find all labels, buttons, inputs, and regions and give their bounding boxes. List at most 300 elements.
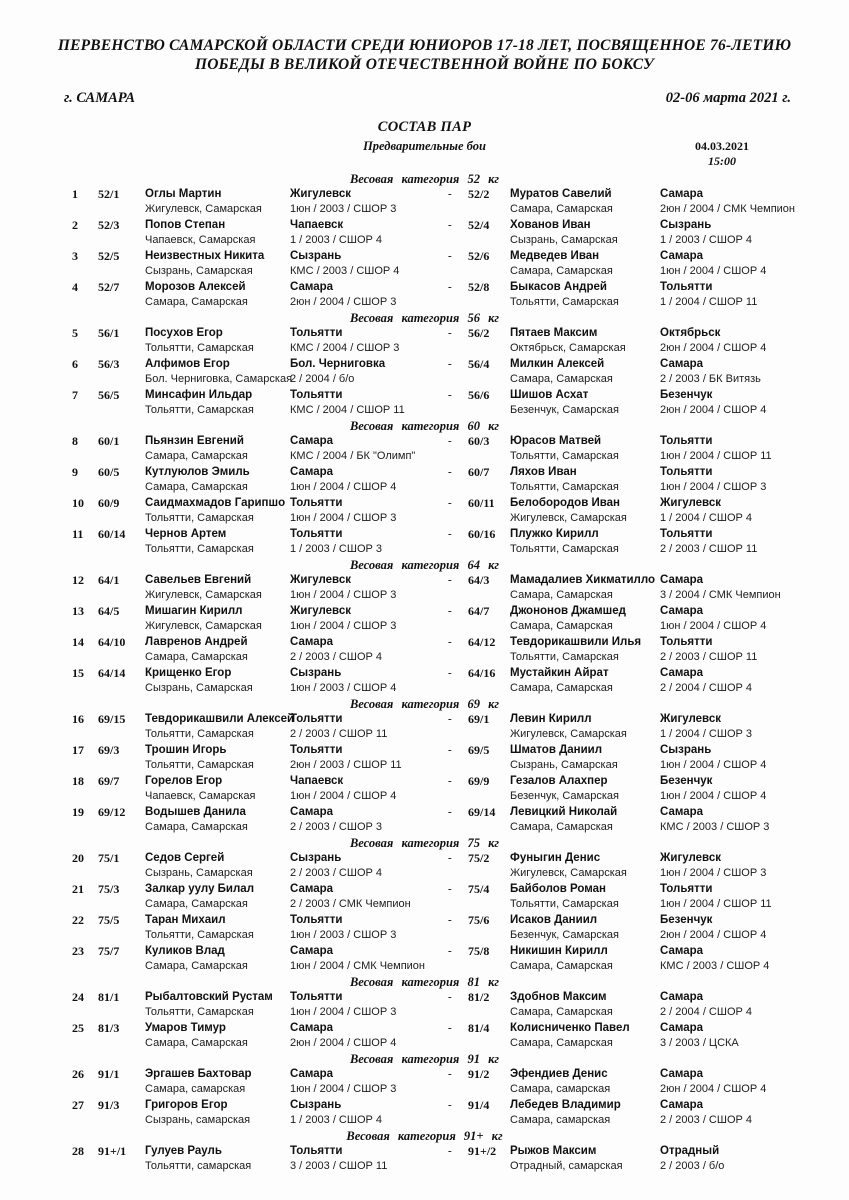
blue-corner-details	[660, 743, 849, 773]
red-corner-athlete	[145, 218, 290, 248]
red-corner-code: 91/1	[98, 1067, 120, 1081]
blue-corner-athlete	[510, 496, 660, 526]
blue-corner-code: 91+/2	[468, 1144, 497, 1158]
versus-separator: -	[448, 1145, 452, 1157]
blue-corner-details	[660, 434, 849, 464]
athlete-city: Самара	[290, 1022, 334, 1034]
athlete-name: Ляхов Иван	[510, 466, 577, 478]
athlete-region: Самара, самарская	[145, 1083, 246, 1095]
athlete-region: Жигулевск, Самарская	[510, 728, 627, 740]
athlete-name: Горелов Егор	[145, 775, 223, 787]
blue-corner-athlete	[510, 573, 660, 603]
event-dates: 02-06 марта 2021 г.	[665, 90, 791, 106]
athlete-name: Посухов Егор	[145, 327, 223, 339]
pair-number: 20	[72, 851, 84, 865]
red-corner-athlete	[145, 635, 290, 665]
red-corner-code: 91/3	[98, 1098, 120, 1112]
athlete-city: Сызрань	[290, 667, 342, 679]
red-corner-code: 81/1	[98, 990, 120, 1004]
athlete-city: Самара	[660, 945, 704, 957]
versus-separator: -	[448, 945, 452, 957]
athlete-city: Тольятти	[290, 991, 343, 1003]
red-corner-athlete	[145, 805, 290, 835]
pair-row	[0, 573, 849, 603]
pair-row	[0, 635, 849, 665]
blue-corner-athlete	[510, 527, 660, 557]
athlete-info: КМС / 2003 / СШОР 4	[290, 265, 400, 277]
red-corner-athlete	[145, 465, 290, 495]
athlete-name: Исаков Даниил	[510, 914, 598, 926]
athlete-region: Самара, Самарская	[510, 620, 613, 632]
blue-corner-athlete	[510, 743, 660, 773]
athlete-city: Бол. Черниговка	[290, 358, 386, 370]
athlete-city: Сызрань	[290, 852, 342, 864]
athlete-region: Самара, Самарская	[145, 651, 248, 663]
pair-number: 26	[72, 1067, 84, 1081]
athlete-name: Седов Сергей	[145, 852, 225, 864]
athlete-region: Тольятти, самарская	[145, 1160, 252, 1172]
pair-number: 22	[72, 913, 84, 927]
athlete-city: Тольятти	[660, 435, 713, 447]
pair-row	[0, 218, 849, 248]
athlete-city: Жигулевск	[290, 574, 351, 586]
red-corner-details	[290, 496, 448, 526]
versus-separator: -	[448, 466, 452, 478]
athlete-city: Самара	[660, 250, 704, 262]
versus-separator: -	[448, 991, 452, 1003]
athlete-region: Самара, Самарская	[145, 450, 248, 462]
blue-corner-details	[660, 774, 849, 804]
session-date: 04.03.2021	[695, 139, 749, 153]
red-corner-details	[290, 1067, 448, 1097]
athlete-region: Самара, Самарская	[510, 1006, 613, 1018]
red-corner-athlete	[145, 496, 290, 526]
blue-corner-athlete	[510, 1067, 660, 1097]
athlete-info: 2юн / 2004 / СШОР 4	[660, 404, 767, 416]
athlete-region: Жигулевск, Самарская	[510, 512, 627, 524]
athlete-region: Тольятти, Самарская	[510, 898, 619, 910]
red-corner-details	[290, 944, 448, 974]
athlete-region: Чапаевск, Самарская	[145, 234, 256, 246]
versus-separator: -	[448, 852, 452, 864]
athlete-info: КМС / 2003 / СШОР 3	[660, 821, 770, 833]
pair-number: 12	[72, 573, 84, 587]
athlete-info: 2 / 2003 / СШОР 11	[290, 728, 388, 740]
blue-corner-athlete	[510, 851, 660, 881]
red-corner-code: 60/5	[98, 465, 120, 479]
red-corner-details	[290, 805, 448, 835]
athlete-name: Тевдорикашвили Илья	[510, 636, 642, 648]
pair-number: 23	[72, 944, 84, 958]
athlete-name: Алфимов Егор	[145, 358, 230, 370]
subheader-row	[0, 90, 849, 107]
red-corner-code: 91+/1	[98, 1144, 127, 1158]
weight-category-header: Весовая категория 64 кг	[349, 558, 500, 572]
red-corner-details	[290, 666, 448, 696]
athlete-name: Белобородов Иван	[510, 497, 620, 509]
athlete-info: 2юн / 2004 / СШОР 4	[660, 1083, 767, 1095]
versus-separator: -	[448, 281, 452, 293]
stage-row	[0, 139, 849, 172]
athlete-city: Самара	[290, 636, 334, 648]
pair-row	[0, 913, 849, 943]
blue-corner-code: 69/9	[468, 774, 490, 788]
red-corner-code: 64/14	[98, 666, 126, 680]
section-title: СОСТАВ ПАР	[377, 119, 472, 135]
athlete-region: Тольятти, Самарская	[145, 929, 254, 941]
athlete-city: Самара	[660, 1099, 704, 1111]
athlete-city: Безенчук	[660, 389, 713, 401]
athlete-info: 1юн / 2004 / СШОР 4	[660, 790, 767, 802]
blue-corner-code: 60/7	[468, 465, 490, 479]
versus-separator: -	[448, 636, 452, 648]
blue-corner-code: 60/11	[468, 496, 495, 510]
athlete-name: Фуныгин Денис	[510, 852, 601, 864]
athlete-region: Самара, Самарская	[145, 960, 248, 972]
athlete-city: Октябрьск	[660, 327, 721, 339]
pair-row	[0, 944, 849, 974]
athlete-name: Залкар уулу Билал	[145, 883, 255, 895]
athlete-region: Самара, Самарская	[145, 821, 248, 833]
blue-corner-details	[660, 990, 849, 1020]
athlete-name: Юрасов Матвей	[510, 435, 602, 447]
athlete-region: Сызрань, Самарская	[145, 682, 253, 694]
weight-category-header: Весовая категория 69 кг	[349, 697, 500, 711]
blue-corner-code: 52/8	[468, 280, 490, 294]
red-corner-details	[290, 604, 448, 634]
versus-separator: -	[448, 250, 452, 262]
red-corner-details	[290, 743, 448, 773]
athlete-city: Жигулевск	[290, 605, 351, 617]
blue-corner-code: 91/2	[468, 1067, 490, 1081]
athlete-region: Тольятти, Самарская	[510, 651, 619, 663]
weight-category-header: Весовая категория 56 кг	[349, 311, 500, 325]
red-corner-athlete	[145, 1021, 290, 1051]
red-corner-code: 52/7	[98, 280, 120, 294]
athlete-city: Жигулевск	[660, 852, 721, 864]
red-corner-athlete	[145, 434, 290, 464]
athlete-info: 1юн / 2004 / СШОР 4	[660, 265, 767, 277]
athlete-region: Тольятти, Самарская	[145, 543, 254, 555]
athlete-region: Безенчук, Самарская	[510, 929, 619, 941]
blue-corner-code: 69/14	[468, 805, 496, 819]
blue-corner-code: 60/3	[468, 434, 490, 448]
athlete-city: Жигулевск	[290, 188, 351, 200]
red-corner-code: 64/1	[98, 573, 120, 587]
athlete-info: 2 / 2004 / СШОР 4	[660, 682, 753, 694]
athlete-name: Чернов Артем	[145, 528, 227, 540]
red-corner-code: 69/7	[98, 774, 120, 788]
pair-number: 15	[72, 666, 84, 680]
blue-corner-details	[660, 326, 849, 356]
athlete-name: Пятаев Максим	[510, 327, 598, 339]
pair-number: 7	[72, 388, 78, 402]
athlete-region: Самара, Самарская	[145, 481, 248, 493]
versus-separator: -	[448, 327, 452, 339]
blue-corner-details	[660, 465, 849, 495]
blue-corner-athlete	[510, 635, 660, 665]
athlete-info: 2 / 2003 / СШОР 11	[660, 543, 758, 555]
red-corner-details	[290, 774, 448, 804]
athlete-name: Трошин Игорь	[145, 744, 227, 756]
pair-row	[0, 990, 849, 1020]
pair-row	[0, 1067, 849, 1097]
pair-row	[0, 882, 849, 912]
athlete-city: Тольятти	[290, 497, 343, 509]
red-corner-code: 75/1	[98, 851, 120, 865]
athlete-info: 3 / 2003 / СШОР 11	[290, 1160, 388, 1172]
athlete-region: Тольятти, Самарская	[510, 543, 619, 555]
pair-row	[0, 280, 849, 310]
athlete-info: 2юн / 2004 / СМК Чемпион	[660, 203, 796, 215]
athlete-name: Мустайкин Айрат	[510, 667, 609, 679]
red-corner-code: 56/3	[98, 357, 120, 371]
athlete-name: Муратов Савелий	[510, 188, 612, 200]
blue-corner-code: 64/16	[468, 666, 496, 680]
red-corner-athlete	[145, 882, 290, 912]
blue-corner-code: 75/6	[468, 913, 490, 927]
blue-corner-athlete	[510, 280, 660, 310]
athlete-info: 2 / 2003 / СШОР 11	[660, 651, 758, 663]
pair-row	[0, 1021, 849, 1051]
weight-category-header: Весовая категория 91 кг	[349, 1052, 500, 1066]
athlete-region: Сызрань, Самарская	[510, 759, 618, 771]
red-corner-details	[290, 882, 448, 912]
versus-separator: -	[448, 775, 452, 787]
versus-separator: -	[448, 605, 452, 617]
blue-corner-details	[660, 882, 849, 912]
athlete-city: Самара	[660, 605, 704, 617]
athlete-info: 1юн / 2004 / СШОР 4	[660, 620, 767, 632]
athlete-info: 1юн / 2004 / СШОР 11	[660, 450, 772, 462]
red-corner-athlete	[145, 527, 290, 557]
versus-separator: -	[448, 219, 452, 231]
athlete-name: Мамадалиев Хикматилло	[510, 574, 656, 586]
athlete-name: Никишин Кирилл	[510, 945, 608, 957]
athlete-name: Колисниченко Павел	[510, 1022, 630, 1034]
athlete-info: 1юн / 2004 / СШОР 3	[660, 867, 767, 879]
red-corner-code: 69/15	[98, 712, 126, 726]
red-corner-athlete	[145, 604, 290, 634]
athlete-name: Лавренов Андрей	[145, 636, 248, 648]
blue-corner-code: 91/4	[468, 1098, 490, 1112]
versus-separator: -	[448, 806, 452, 818]
weight-category-header: Весовая категория 52 кг	[349, 172, 500, 186]
pair-number: 3	[72, 249, 78, 263]
red-corner-code: 75/7	[98, 944, 120, 958]
athlete-info: 1 / 2003 / СШОР 3	[290, 543, 383, 555]
pair-row	[0, 357, 849, 387]
athlete-city: Сызрань	[660, 219, 712, 231]
blue-corner-code: 56/2	[468, 326, 490, 340]
blue-corner-athlete	[510, 218, 660, 248]
blue-corner-athlete	[510, 187, 660, 217]
athlete-name: Попов Степан	[145, 219, 226, 231]
blue-corner-athlete	[510, 805, 660, 835]
athlete-info: 2 / 2004 / СШОР 4	[660, 1006, 753, 1018]
red-corner-athlete	[145, 774, 290, 804]
red-corner-details	[290, 187, 448, 217]
athlete-city: Тольятти	[290, 389, 343, 401]
athlete-info: 1юн / 2004 / СШОР 3	[660, 481, 767, 493]
athlete-region: Тольятти, Самарская	[510, 450, 619, 462]
versus-separator: -	[448, 389, 452, 401]
athlete-city: Самара	[660, 991, 704, 1003]
athlete-info: 1 / 2003 / СШОР 4	[290, 1114, 383, 1126]
athlete-info: 3 / 2004 / СМК Чемпион	[660, 589, 781, 601]
athlete-info: 2 / 2003 / СМК Чемпион	[290, 898, 411, 910]
athlete-region: Жигулевск, Самарская	[145, 620, 262, 632]
pair-row	[0, 326, 849, 356]
athlete-info: 2 / 2003 / БК Витязь	[660, 373, 761, 385]
document-title-line2: ПОБЕДЫ В ВЕЛИКОЙ ОТЕЧЕСТВЕННОЙ ВОЙНЕ ПО БОКСУ	[194, 56, 655, 73]
athlete-name: Морозов Алексей	[145, 281, 246, 293]
athlete-region: Самара, Самарская	[510, 373, 613, 385]
athlete-city: Самара	[660, 806, 704, 818]
blue-corner-code: 69/1	[468, 712, 490, 726]
athlete-region: Самара, Самарская	[510, 682, 613, 694]
athlete-name: Плужко Кирилл	[510, 528, 599, 540]
red-corner-details	[290, 465, 448, 495]
athlete-region: Отрадный, самарская	[510, 1160, 623, 1172]
athlete-name: Быкасов Андрей	[510, 281, 607, 293]
blue-corner-details	[660, 712, 849, 742]
athlete-info: 1юн / 2004 / СШОР 4	[290, 790, 397, 802]
athlete-info: 2юн / 2004 / СШОР 4	[660, 342, 767, 354]
athlete-info: 1юн / 2004 / СШОР 3	[290, 512, 397, 524]
red-corner-code: 52/1	[98, 187, 120, 201]
athlete-region: Тольятти, Самарская	[145, 1006, 254, 1018]
pair-row	[0, 712, 849, 742]
athlete-region: Самара, Самарская	[510, 589, 613, 601]
pair-row	[0, 604, 849, 634]
weight-category-header: Весовая категория 75 кг	[349, 836, 500, 850]
blue-corner-details	[660, 851, 849, 881]
blue-corner-code: 81/4	[468, 1021, 490, 1035]
pair-number: 17	[72, 743, 84, 757]
versus-separator: -	[448, 744, 452, 756]
athlete-name: Крищенко Егор	[145, 667, 232, 679]
blue-corner-code: 52/4	[468, 218, 490, 232]
athlete-region: Самара, Самарская	[510, 1037, 613, 1049]
athlete-city: Самара	[290, 281, 334, 293]
red-corner-details	[290, 388, 448, 418]
red-corner-athlete	[145, 388, 290, 418]
athlete-info: 1юн / 2004 / СШОР 3	[290, 1083, 397, 1095]
athlete-info: 2юн / 2004 / СШОР 4	[660, 929, 767, 941]
athlete-region: Сызрань, Самарская	[145, 867, 253, 879]
pair-number: 5	[72, 326, 78, 340]
blue-corner-athlete	[510, 434, 660, 464]
versus-separator: -	[448, 497, 452, 509]
athlete-info: 2юн / 2004 / СШОР 4	[290, 1037, 397, 1049]
athlete-region: Тольятти, Самарская	[145, 342, 254, 354]
pair-number: 27	[72, 1098, 84, 1112]
athlete-region: Самара, Самарская	[145, 898, 248, 910]
athlete-info: 2 / 2003 / СШОР 3	[290, 821, 383, 833]
athlete-city: Жигулевск	[660, 713, 721, 725]
pair-number: 19	[72, 805, 84, 819]
athlete-info: 1юн / 2004 / СШОР 4	[290, 481, 397, 493]
athlete-name: Медведев Иван	[510, 250, 600, 262]
athlete-region: Тольятти, Самарская	[145, 728, 254, 740]
red-corner-details	[290, 434, 448, 464]
athlete-city: Тольятти	[660, 281, 713, 293]
athlete-name: Куликов Влад	[145, 945, 225, 957]
pair-number: 18	[72, 774, 84, 788]
red-corner-code: 52/5	[98, 249, 120, 263]
athlete-city: Тольятти	[290, 528, 343, 540]
red-corner-details	[290, 635, 448, 665]
blue-corner-athlete	[510, 712, 660, 742]
red-corner-athlete	[145, 357, 293, 387]
red-corner-athlete	[145, 1067, 290, 1097]
red-corner-details	[290, 573, 448, 603]
blue-corner-code: 60/16	[468, 527, 496, 541]
athlete-name: Саидмахмадов Гарипшо	[145, 497, 286, 509]
athlete-city: Самара	[290, 1068, 334, 1080]
athlete-name: Рыжов Максим	[510, 1145, 597, 1157]
athlete-name: Левицкий Николай	[510, 806, 618, 818]
red-corner-details	[290, 851, 448, 881]
red-corner-details	[290, 913, 448, 943]
red-corner-athlete	[145, 280, 290, 310]
weight-category-header: Весовая категория 60 кг	[349, 419, 500, 433]
blue-corner-code: 52/2	[468, 187, 490, 201]
pair-row	[0, 1144, 849, 1174]
red-corner-details	[290, 1144, 448, 1174]
blue-corner-athlete	[510, 604, 660, 634]
pair-number: 28	[72, 1144, 84, 1158]
blue-corner-code: 64/12	[468, 635, 496, 649]
athlete-info: 1юн / 2004 / СШОР 3	[290, 620, 397, 632]
red-corner-athlete	[145, 851, 290, 881]
pair-row	[0, 851, 849, 881]
athlete-city: Тольятти	[660, 636, 713, 648]
document-title	[0, 36, 849, 74]
pair-row	[0, 388, 849, 418]
athlete-name: Гезалов Алахпер	[510, 775, 608, 787]
pair-row	[0, 743, 849, 773]
athlete-info: 3 / 2003 / ЦСКА	[660, 1037, 739, 1049]
blue-corner-details	[660, 1067, 849, 1097]
red-corner-athlete	[145, 573, 290, 603]
athlete-name: Шматов Даниил	[510, 744, 603, 756]
athlete-info: 1 / 2004 / СШОР 3	[660, 728, 753, 740]
athlete-name: Хованов Иван	[510, 219, 591, 231]
red-corner-code: 60/9	[98, 496, 120, 510]
versus-separator: -	[448, 914, 452, 926]
red-corner-details	[290, 1021, 448, 1051]
blue-corner-athlete	[510, 465, 660, 495]
athlete-region: Чапаевск, Самарская	[145, 790, 256, 802]
red-corner-code: 52/3	[98, 218, 120, 232]
athlete-info: КМС / 2004 / СШОР 11	[290, 404, 405, 416]
athlete-name: Джононов Джамшед	[510, 605, 626, 617]
athlete-region: Тольятти, Самарская	[510, 296, 619, 308]
pair-number: 21	[72, 882, 84, 896]
athlete-name: Байболов Роман	[510, 883, 606, 895]
athlete-region: Безенчук, Самарская	[510, 404, 619, 416]
athlete-name: Лебедев Владимир	[510, 1099, 621, 1111]
athlete-region: Жигулевск, Самарская	[145, 203, 262, 215]
blue-corner-details	[660, 218, 849, 248]
athlete-name: Умаров Тимур	[145, 1022, 226, 1034]
athlete-region: Сызрань, Самарская	[510, 234, 618, 246]
red-corner-code: 81/3	[98, 1021, 120, 1035]
blue-corner-code: 56/6	[468, 388, 490, 402]
red-corner-athlete	[145, 913, 290, 943]
